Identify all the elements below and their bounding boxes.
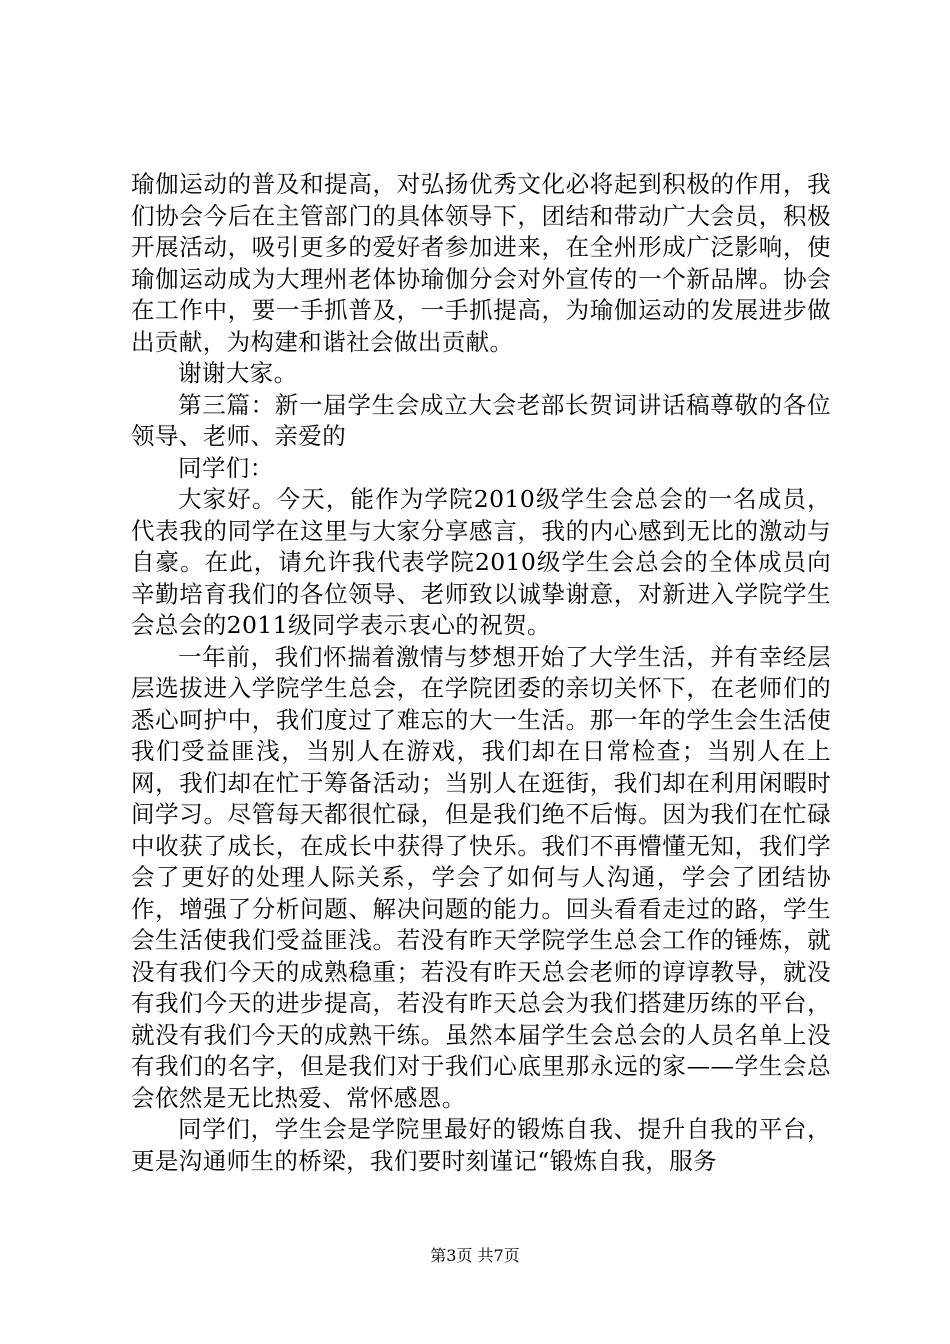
paragraph-greeting: 大家好。今天，能作为学院2010级学生会总会的一名成员，代表我的同学在这里与大家分享感言，我的内心感到无比的激动与自豪。在此，请允许我代表学院2010级学生会总会的全体成员向辛勤培育我们的各位领导、老师致以诚挚谢意，对新进入学院学生会总会的2011级同学表示衷心的祝贺。 (131, 485, 831, 639)
document-body (131, 169, 831, 1177)
section-heading: 第三篇：新一届学生会成立大会老部长贺词讲话稿尊敬的各位领导、老师、亲爱的 (131, 390, 831, 450)
page-number-footer: 第3页 共7页 (430, 1246, 520, 1265)
paragraph-intro-continuation: 瑜伽运动的普及和提高，对弘扬优秀文化必将起到积极的作用，我们协会今后在主管部门的具体领导下，团结和带动广大会员，积极开展活动，吸引更多的爱好者参加进来，在全州形成广泛影响，使瑜伽运动成为大理州老体协瑜伽分会对外宣传的一个新品牌。协会在工作中，要一手抓普及，一手抓提高，为瑜伽运动的发展进步做出贡献，为构建和谐社会做出贡献。 (131, 170, 831, 356)
paragraph-closing: 同学们，学生会是学院里最好的锻炼自我、提升自我的平台，更是沟通师生的桥梁，我们要时刻谨记“锻炼自我，服务 (131, 1115, 831, 1175)
paragraph-salutation: 同学们： (178, 453, 274, 482)
paragraph-reflection: 一年前，我们怀揣着激情与梦想开始了大学生活，并有幸经层层选拔进入学院学生总会，在学院团委的亲切关怀下，在老师们的悉心呵护中，我们度过了难忘的大一生活。那一年的学生会生活使我们受益匪浅，当别人在游戏，我们却在日常检查；当别人在上网，我们却在忙于筹备活动；当别人在逛街，我们却在利用闲暇时间学习。尽管每天都很忙碌，但是我们绝不后悔。因为我们在忙碌中收获了成长，在成长中获得了快乐。我们不再懵懂无知，我们学会了更好的处理人际关系，学会了如何与人沟通，学会了团结协作，增强了分析问题、解决问题的能力。回头看看走过的路，学生会生活使我们受益匪浅。若没有昨天学院学生总会工作的锤炼，就没有我们今天的成熟稳重；若没有昨天总会老师的谆谆教导，就没有我们今天的进步提高，若没有昨天总会为我们搭建历练的平台，就没有我们今天的成熟干练。虽然本届学生会总会的人员名单上没有我们的名字，但是我们对于我们心底里那永远的家——学生会总会依然是无比热爱、常怀感恩。 (131, 642, 831, 1112)
paragraph-thanks: 谢谢大家。 (178, 359, 298, 387)
